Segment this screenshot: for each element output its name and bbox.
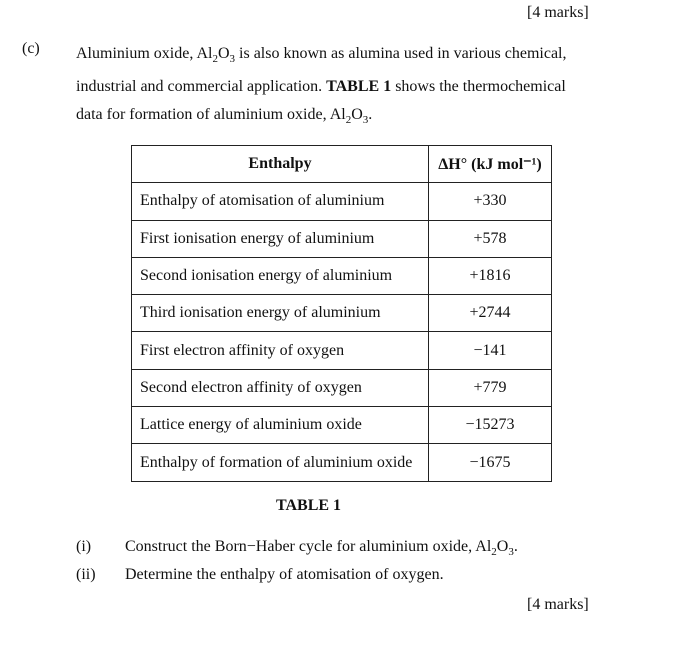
- text: data for formation of aluminium oxide, Al: [76, 106, 346, 124]
- part-label: (c): [22, 40, 40, 57]
- row-value: +779: [429, 369, 552, 406]
- table-row: [132, 407, 552, 444]
- row-value: −15273: [429, 407, 552, 444]
- row-label: Third ionisation energy of aluminium: [132, 295, 429, 332]
- row-label: Second ionisation energy of aluminium: [132, 257, 429, 294]
- text: 2: [345, 114, 352, 127]
- text: 3: [362, 114, 369, 127]
- question-number: (ii): [76, 566, 96, 583]
- text: O: [351, 106, 363, 124]
- question-number: (i): [76, 538, 92, 555]
- text: Aluminium oxide, Al: [76, 45, 213, 62]
- text: Construct the Born−Haber cycle for aluminium oxide, Al: [125, 538, 492, 555]
- text: industrial and commercial application.: [76, 78, 327, 96]
- row-value: +578: [429, 220, 552, 257]
- text: shows the thermochemical: [391, 78, 566, 96]
- table-row: [132, 444, 552, 481]
- text: 3: [508, 546, 514, 559]
- text: O: [496, 538, 509, 555]
- marks-bottom: [4 marks]: [527, 596, 589, 613]
- header-delta-h: ΔH° (kJ mol⁻¹): [429, 146, 552, 183]
- table-caption: TABLE 1: [276, 497, 342, 514]
- text: TABLE 1: [326, 78, 392, 96]
- text: 2: [212, 53, 218, 66]
- table-row: [132, 183, 552, 220]
- text: .: [368, 106, 373, 124]
- text: .: [513, 538, 518, 555]
- marks-top: [4 marks]: [527, 4, 589, 21]
- table-row: [132, 257, 552, 294]
- row-label: Lattice energy of aluminium oxide: [132, 407, 429, 444]
- table-row: [132, 369, 552, 406]
- text: O: [217, 45, 230, 62]
- row-label: Enthalpy of atomisation of aluminium: [132, 183, 429, 220]
- row-label: Second electron affinity of oxygen: [132, 369, 429, 406]
- text: 3: [229, 53, 236, 66]
- table-row: [132, 295, 552, 332]
- table-row: [132, 220, 552, 257]
- text: 2: [491, 546, 497, 559]
- question-text: Determine the enthalpy of atomisation of oxygen.: [125, 566, 444, 583]
- row-value: +2744: [429, 295, 552, 332]
- header-enthalpy: Enthalpy: [132, 146, 429, 183]
- row-label: Enthalpy of formation of aluminium oxide: [132, 444, 429, 481]
- row-label: First ionisation energy of aluminium: [132, 220, 429, 257]
- row-value: −141: [429, 332, 552, 369]
- table-row: [132, 332, 552, 369]
- row-value: +1816: [429, 257, 552, 294]
- intro-paragraph: [76, 40, 596, 134]
- row-value: +330: [429, 183, 552, 220]
- row-value: −1675: [429, 444, 552, 481]
- table-header-row: [132, 146, 552, 183]
- row-label: First electron affinity of oxygen: [132, 332, 429, 369]
- text: is also known as alumina used in various chemical,: [235, 45, 567, 62]
- question-text: [125, 538, 518, 558]
- enthalpy-table: [131, 145, 552, 482]
